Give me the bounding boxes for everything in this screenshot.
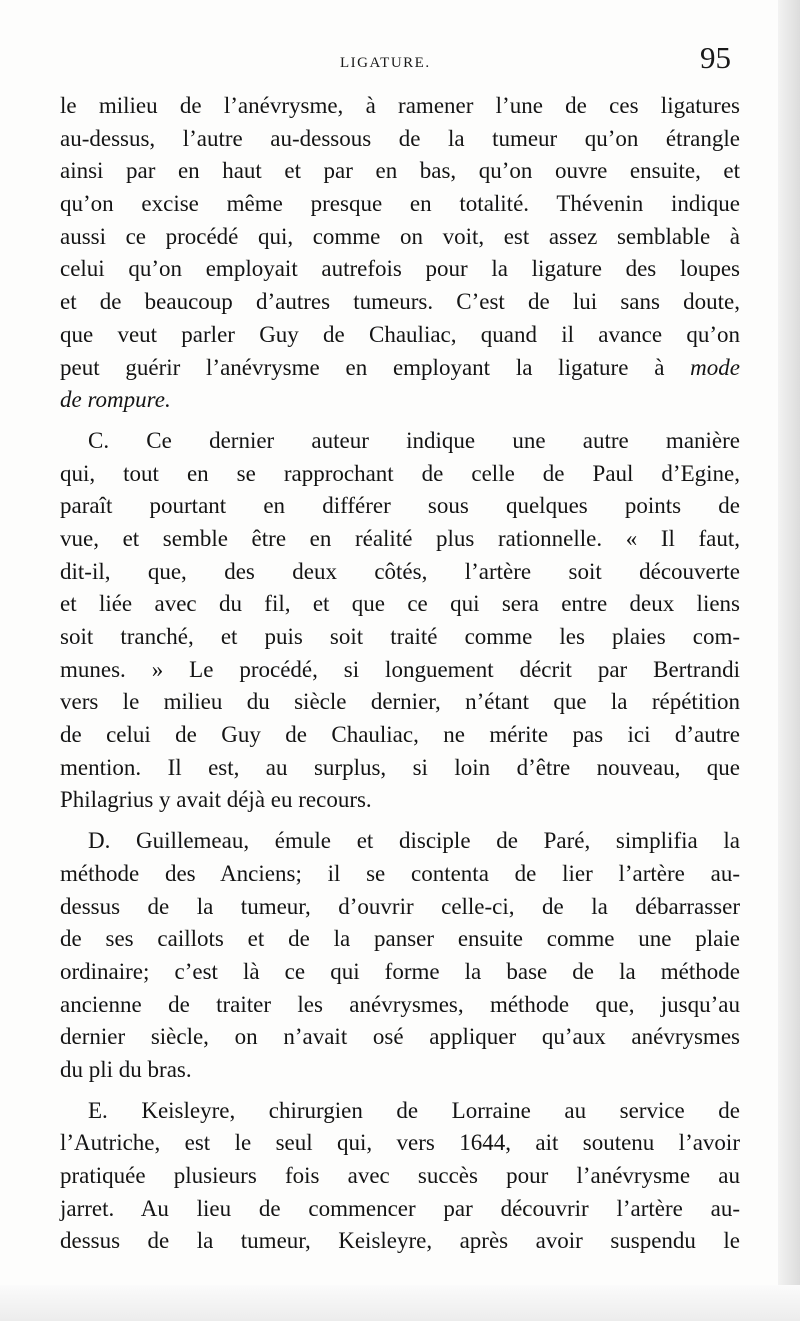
text-line: ainsi par en haut et par en bas, qu’on ouvre ensuite, et <box>60 158 740 184</box>
text-line: vue, et semble être en réalité plus rationnelle. « Il faut, <box>60 525 740 551</box>
text-line: pratiquée plusieurs fois avec succès pour l’anévrysme au <box>60 1163 740 1188</box>
text-line: jarret. Au lieu de commencer par découvrir l’artère au- <box>60 1195 740 1221</box>
text-line: dernier siècle, on n’avait osé appliquer qu’aux anévrysmes <box>60 1024 740 1050</box>
text-line: méthode des Anciens; il se contenta de lier l’artère au- <box>60 860 740 886</box>
text-line: D. Guillemeau, émule et disciple de Paré, simplifia la <box>88 828 740 854</box>
text-line: dessus de la tumeur, d’ouvrir celle-ci, de la débarrasser <box>60 893 740 919</box>
page-edge-shadow <box>778 0 800 1321</box>
text-line: dit-il, que, des deux côtés, l’artère soit découverte <box>60 558 740 584</box>
text-line: ancienne de traiter les anévrysmes, méthode que, jusqu’au <box>60 991 740 1017</box>
text-line: celui qu’on employait autrefois pour la ligature des loupes <box>60 256 740 282</box>
running-title: LIGATURE. <box>340 55 431 71</box>
italic-phrase: de rompure. <box>60 387 171 413</box>
text-line: ordinaire; c’est là ce qui forme la base de la méthode <box>60 958 740 984</box>
text-line: le milieu de l’anévrysme, à ramener l’une de ces ligatures <box>60 93 740 118</box>
text-line-segment: peut guérir l’anévrysme en employant la ligature à <box>60 354 665 380</box>
text-line: munes. » Le procédé, si longuement décrit par Bertrandi <box>60 656 740 682</box>
text-line: E. Keisleyre, chirurgien de Lorraine au service de <box>88 1097 740 1123</box>
text-line: de celui de Guy de Chauliac, ne mérite pas ici d’autre <box>60 722 740 748</box>
paragraph-c <box>60 425 740 817</box>
text-line: aussi ce procédé qui, comme on voit, est assez semblable à <box>60 223 740 249</box>
body-text <box>60 90 740 1258</box>
page-number: 95 <box>700 40 731 75</box>
text-line: et liée avec du fil, et que ce qui sera entre deux liens <box>60 591 740 617</box>
text-line: qui, tout en se rapprochant de celle de Paul d’Egine, <box>60 460 740 486</box>
text-line: C. Ce dernier auteur indique une autre manière <box>88 427 740 453</box>
text-line <box>60 384 740 417</box>
text-line: vers le milieu du siècle dernier, n’étant que la répétition <box>60 689 740 715</box>
text-line: mention. Il est, au surplus, si loin d’être nouveau, que <box>60 754 740 780</box>
italic-phrase: mode <box>690 354 740 380</box>
text-line: Philagrius y avait déjà eu recours. <box>60 787 372 813</box>
text-line: l’Autriche, est le seul qui, vers 1644, ait soutenu l’avoir <box>60 1130 740 1156</box>
page-bottom-shadow <box>0 1285 800 1321</box>
text-line: au-dessus, l’autre au-dessous de la tumeur qu’on étrangle <box>60 125 740 151</box>
text-line: paraît pourtant en différer sous quelques points de <box>60 493 740 519</box>
text-line: qu’on excise même presque en totalité. Thévenin indique <box>60 191 740 217</box>
text-line: et de beaucoup d’autres tumeurs. C’est de lui sans doute, <box>60 289 740 315</box>
text-line: que veut parler Guy de Chauliac, quand il avance qu’on <box>60 321 740 347</box>
paragraph-1 <box>60 90 740 417</box>
text-line: du pli du bras. <box>60 1056 192 1082</box>
text-line: dessus de la tumeur, Keisleyre, après avoir suspendu le <box>60 1228 740 1254</box>
text-line: de ses caillots et de la panser ensuite comme une plaie <box>60 926 740 952</box>
paragraph-d <box>60 825 740 1087</box>
text-line <box>60 352 740 385</box>
paragraph-e <box>60 1095 740 1258</box>
text-line: soit tranché, et puis soit traité comme les plaies com- <box>60 624 740 649</box>
